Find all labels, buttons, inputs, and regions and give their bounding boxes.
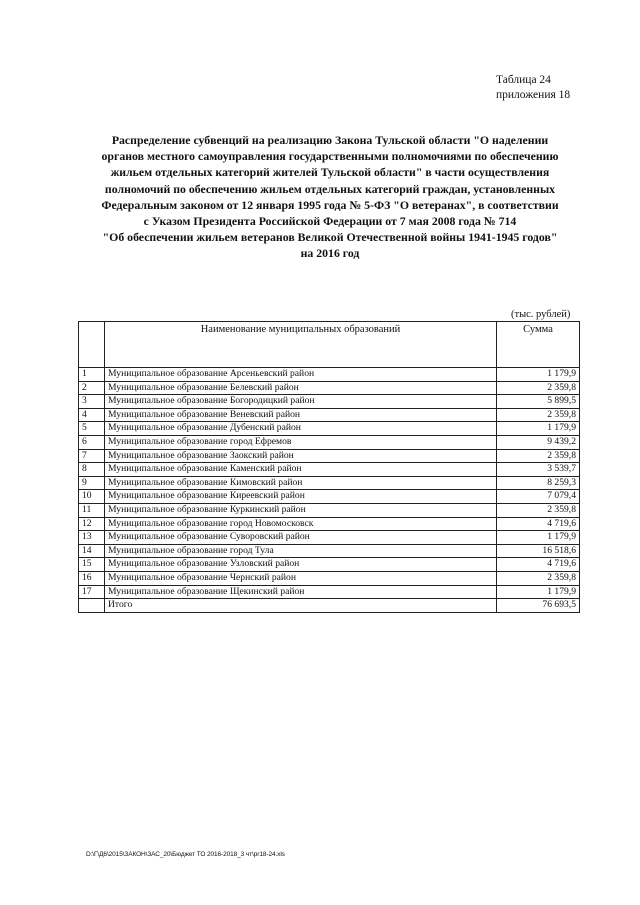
row-number: 1 bbox=[79, 368, 105, 382]
municipality-name: Муниципальное образование Белевский район bbox=[105, 381, 497, 395]
municipality-name: Муниципальное образование город Новомосковск bbox=[105, 517, 497, 531]
row-sum: 2 359,8 bbox=[497, 571, 580, 585]
municipality-name: Муниципальное образование Каменский район bbox=[105, 463, 497, 477]
municipality-name: Муниципальное образование Куркинский район bbox=[105, 503, 497, 517]
table-row bbox=[79, 368, 580, 382]
unit-label: (тыс. рублей) bbox=[511, 309, 571, 320]
row-sum: 4 719,6 bbox=[497, 558, 580, 572]
row-sum: 7 079,4 bbox=[497, 490, 580, 504]
row-sum: 3 539,7 bbox=[497, 463, 580, 477]
table-row bbox=[79, 490, 580, 504]
table-row bbox=[79, 408, 580, 422]
header-number bbox=[79, 322, 105, 368]
table-row bbox=[79, 381, 580, 395]
row-sum: 8 259,3 bbox=[497, 476, 580, 490]
table-row bbox=[79, 422, 580, 436]
municipality-name: Муниципальное образование Веневский район bbox=[105, 408, 497, 422]
row-number: 13 bbox=[79, 531, 105, 545]
table-row bbox=[79, 449, 580, 463]
table-row bbox=[79, 463, 580, 477]
document-title bbox=[60, 132, 600, 262]
row-number: 9 bbox=[79, 476, 105, 490]
row-number: 6 bbox=[79, 435, 105, 449]
table-row bbox=[79, 558, 580, 572]
municipality-name: Муниципальное образование Щекинский район bbox=[105, 585, 497, 599]
row-number: 15 bbox=[79, 558, 105, 572]
row-number: 5 bbox=[79, 422, 105, 436]
row-number: 2 bbox=[79, 381, 105, 395]
header-sum: Сумма bbox=[497, 322, 580, 368]
row-sum: 1 179,9 bbox=[497, 368, 580, 382]
title-line: Федеральным законом от 12 января 1995 года № 5-ФЗ "О ветеранах", в соответствии bbox=[101, 197, 559, 212]
row-number: 17 bbox=[79, 585, 105, 599]
row-sum: 2 359,8 bbox=[497, 503, 580, 517]
row-number: 14 bbox=[79, 544, 105, 558]
table-row bbox=[79, 571, 580, 585]
header-name: Наименование муниципальных образований bbox=[105, 322, 497, 368]
reference-table-number: Таблица 24 bbox=[496, 74, 551, 86]
table-row bbox=[79, 585, 580, 599]
title-line: "Об обеспечении жильем ветеранов Великой Отечественной войны 1941-1945 годов" bbox=[102, 230, 558, 245]
row-number: 8 bbox=[79, 463, 105, 477]
title-line: Распределение субвенций на реализацию Закона Тульской области "О наделении bbox=[111, 133, 549, 147]
municipality-name: Муниципальное образование город Тула bbox=[105, 544, 497, 558]
row-number: 11 bbox=[79, 503, 105, 517]
municipality-name: Муниципальное образование Чернский район bbox=[105, 571, 497, 585]
table-row bbox=[79, 435, 580, 449]
municipality-name: Муниципальное образование город Ефремов bbox=[105, 435, 497, 449]
row-number: 7 bbox=[79, 449, 105, 463]
reference-appendix: приложения 18 bbox=[496, 89, 571, 101]
total-label: Итого bbox=[105, 599, 497, 613]
row-sum: 2 359,8 bbox=[497, 408, 580, 422]
table-reference bbox=[496, 73, 570, 103]
municipality-name: Муниципальное образование Узловский район bbox=[105, 558, 497, 572]
table-row bbox=[79, 517, 580, 531]
row-sum: 2 359,8 bbox=[497, 381, 580, 395]
row-sum: 1 179,9 bbox=[497, 422, 580, 436]
total-number-cell bbox=[79, 599, 105, 613]
row-sum: 5 899,5 bbox=[497, 395, 580, 409]
table-row bbox=[79, 544, 580, 558]
subsidy-table bbox=[78, 321, 580, 613]
title-line: органов местного самоуправления государственными полномочиями по обеспечению bbox=[101, 149, 559, 164]
total-row bbox=[79, 599, 580, 613]
row-sum: 1 179,9 bbox=[497, 585, 580, 599]
title-line: на 2016 год bbox=[300, 246, 360, 261]
table-row bbox=[79, 476, 580, 490]
title-line: полномочий по обеспечению жильем отдельных категорий граждан, установленных bbox=[104, 181, 556, 196]
row-sum: 9 439,2 bbox=[497, 435, 580, 449]
table-row bbox=[79, 531, 580, 545]
row-sum: 1 179,9 bbox=[497, 531, 580, 545]
row-sum: 4 719,6 bbox=[497, 517, 580, 531]
municipality-name: Муниципальное образование Арсеньевский район bbox=[105, 368, 497, 382]
row-sum: 2 359,8 bbox=[497, 449, 580, 463]
file-path-footer: D:\Г\Д6\2015\ЗАКОН\ЗАС_20\Бюджет ТО 2016-2018_3 чт\pr18-24.xls bbox=[86, 851, 285, 858]
table-header-row bbox=[79, 322, 580, 368]
table-row bbox=[79, 503, 580, 517]
row-number: 4 bbox=[79, 408, 105, 422]
municipality-name: Муниципальное образование Дубенский район bbox=[105, 422, 497, 436]
table-body bbox=[79, 368, 580, 613]
row-number: 3 bbox=[79, 395, 105, 409]
title-line: жильем отдельных категорий жителей Тульской области" в части осуществления bbox=[110, 165, 550, 180]
municipality-name: Муниципальное образование Заокский район bbox=[105, 449, 497, 463]
municipality-name: Муниципальное образование Суворовский район bbox=[105, 531, 497, 545]
title-line: с Указом Президента Российской Федерации от 7 мая 2008 года № 714 bbox=[143, 214, 517, 229]
municipality-name: Муниципальное образование Киреевский район bbox=[105, 490, 497, 504]
table-row bbox=[79, 395, 580, 409]
row-number: 16 bbox=[79, 571, 105, 585]
total-sum: 76 693,5 bbox=[497, 599, 580, 613]
row-number: 12 bbox=[79, 517, 105, 531]
row-number: 10 bbox=[79, 490, 105, 504]
municipality-name: Муниципальное образование Кимовский район bbox=[105, 476, 497, 490]
municipality-name: Муниципальное образование Богородицкий район bbox=[105, 395, 497, 409]
row-sum: 16 518,6 bbox=[497, 544, 580, 558]
